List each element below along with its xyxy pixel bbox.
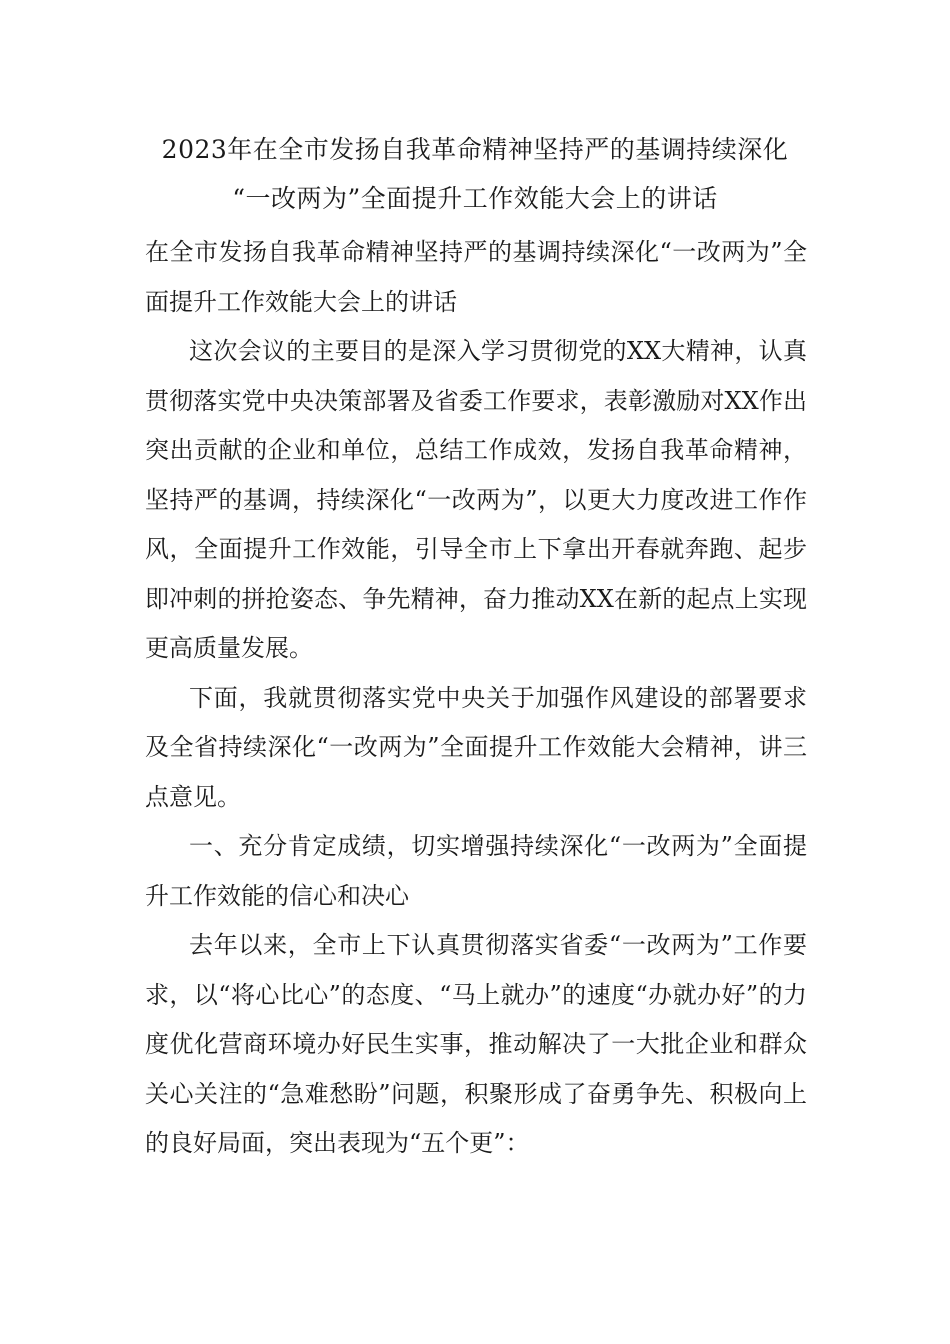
- paragraph-achievements: 去年以来，全市上下认真贯彻落实省委“一改两为”工作要求，以“将心比心”的态度、“马上就办”的速度“办就办好”的力度优化营商环境办好民生实事，推动解决了一大批企业和群众关心关注的“急难愁盼”问题，积聚形成了奋勇争先、积极向上的良好局面，突出表现为“五个更”：: [145, 931, 807, 1157]
- paragraph-three-points: 下面，我就贯彻落实党中央关于加强作风建设的部署要求及全省持续深化“一改两为”全面提升工作效能大会精神，讲三点意见。: [145, 683, 807, 811]
- paragraph-subtitle: 在全市发扬自我革命精神坚持严的基调持续深化“一改两为”全面提升工作效能大会上的讲话: [145, 238, 807, 316]
- document-body: [145, 228, 807, 1169]
- document-title-line-1: 2023年在全市发扬自我革命精神坚持严的基调持续深化: [161, 135, 789, 164]
- document-title-line-2: “一改两为”全面提升工作效能大会上的讲话: [232, 184, 718, 213]
- section-heading-1: 一、充分肯定成绩，切实增强持续深化“一改两为”全面提升工作效能的信心和决心: [145, 832, 807, 910]
- paragraph-meeting-purpose: 这次会议的主要目的是深入学习贯彻党的XX大精神，认真贯彻落实党中央决策部署及省委工作要求，表彰激励对XX作出突出贡献的企业和单位，总结工作成效，发扬自我革命精神，坚持严的基调，持续深化“一改两为”，以更大力度改进工作作风，全面提升工作效能，引导全市上下拿出开春就奔跑、起步即冲刺的拼抢姿态、争先精神，奋力推动XX在新的起点上实现更高质量发展。: [145, 337, 807, 662]
